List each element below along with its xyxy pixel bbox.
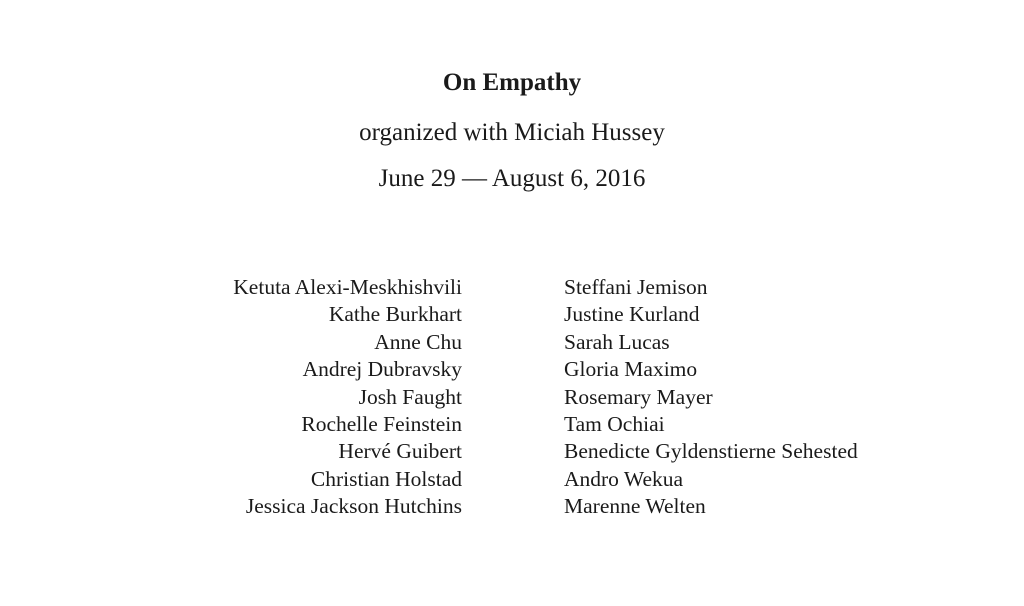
artist-name: Andrej Dubravsky	[302, 357, 462, 382]
artist-name: Anne Chu	[374, 329, 462, 354]
artist-name: Rochelle Feinstein	[301, 412, 462, 437]
artist-name: Josh Faught	[358, 384, 462, 409]
artist-name: Gloria Maximo	[564, 357, 698, 382]
artist-name: Steffani Jemison	[564, 275, 708, 299]
artist-name: Hervé Guibert	[338, 439, 462, 464]
artist-name: Justine Kurland	[564, 302, 700, 327]
exhibition-title: On Empathy	[442, 69, 582, 96]
artist-list-right	[564, 274, 858, 521]
artist-name: Andro Wekua	[564, 466, 684, 491]
artist-list-left	[233, 274, 462, 521]
artist-name: Sarah Lucas	[564, 329, 670, 354]
artist-name: Benedicte Gyldenstierne Sehested	[564, 439, 858, 464]
artist-name: Kathe Burkhart	[328, 302, 462, 327]
artist-name: Jessica Jackson Hutchins	[245, 494, 462, 519]
artist-name: Tam Ochiai	[564, 412, 665, 437]
exhibition-dates: June 29 — August 6, 2016	[378, 165, 646, 192]
artist-name: Ketuta Alexi-Meskhishvili	[233, 275, 462, 299]
artist-name: Marenne Welten	[564, 494, 706, 519]
artist-name: Rosemary Mayer	[564, 384, 713, 409]
artist-name: Christian Holstad	[310, 466, 462, 491]
organizer-line: organized with Miciah Hussey	[359, 119, 665, 146]
